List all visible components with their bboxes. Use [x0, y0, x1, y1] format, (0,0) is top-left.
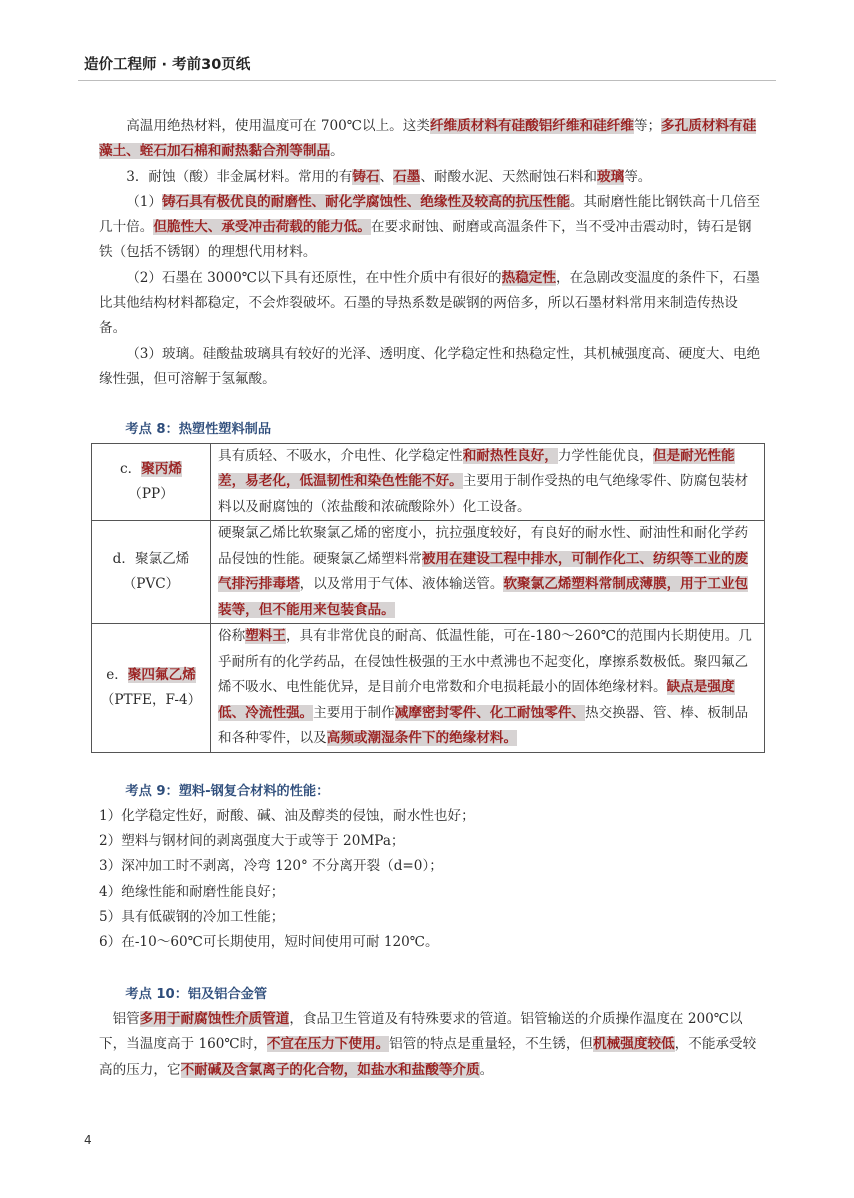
material-label-pp: c．聚丙烯 （PP） — [92, 443, 211, 521]
document-body — [99, 114, 764, 1083]
list-item: 3）深冲加工时不剥离，冷弯 120° 不分离开裂（d=0）； — [99, 858, 443, 875]
table-row — [92, 521, 765, 624]
paragraph-graphite: （2）石墨在 3000℃以下具有还原性，在中性介质中有很好的热稳定性，在急剧改变温度的条件下，石墨比其他结构材料都稳定，不会炸裂破坏。石墨的导热系数是碳钢的两倍多，所以石墨材料常用来制造传热设备。 — [99, 269, 760, 337]
header-divider — [78, 80, 776, 81]
list-item: 6）在-10～60℃可长期使用，短时间使用可耐 120℃。 — [99, 934, 439, 951]
paragraph-acid-resistant: 3．耐蚀（酸）非金属材料。常用的有铸石、石墨、耐酸水泥、天然耐蚀石料和玻璃等。 — [126, 168, 652, 185]
section-9-title: 考点 9：塑料-钢复合材料的性能： — [125, 783, 330, 799]
table-row — [92, 624, 765, 753]
table-row — [92, 443, 765, 521]
section-10-title: 考点 10：铝及铝合金管 — [125, 986, 268, 1002]
page-number: 4 — [84, 1133, 92, 1147]
list-item: 4）绝缘性能和耐磨性能良好； — [99, 883, 285, 900]
material-desc-ptfe: 俗称塑料王，具有非常优良的耐高、低温性能，可在-180～260℃的范围内长期使用。几乎耐所有的化学药品，在侵蚀性极强的王水中煮沸也不起变化，摩擦系数极低。聚四氟乙烯不吸水、电性能优异，是目前介电常数和介电损耗最小的固体绝缘材料。缺点是强度低、冷流性强。主要用于制作减摩密封零件、化工耐蚀零件、热交换器、管、棒、板制品和各种零件，以及高频或潮湿条件下的绝缘材料。 — [211, 624, 765, 753]
list-item: 5）具有低碳钢的冷加工性能； — [99, 909, 285, 926]
list-item: 2）塑料与钢材间的剥离强度大于或等于 20MPa； — [99, 833, 405, 850]
paragraph-cast-stone: （1）铸石具有极优良的耐磨性、耐化学腐蚀性、绝缘性及较高的抗压性能。其耐磨性能比钢铁高十几倍至几十倍。但脆性大、承受冲击荷载的能力低。在要求耐蚀、耐磨或高温条件下，当不受冲击震动时，铸石是钢铁（包括不锈钢）的理想代用材料。 — [99, 193, 761, 261]
list-item: 1）化学稳定性好，耐酸、碱、油及醇类的侵蚀，耐水性也好； — [99, 807, 475, 824]
material-label-pvc: d．聚氯乙烯 （PVC） — [92, 521, 211, 624]
paragraph-glass: （3）玻璃。硅酸盐玻璃具有较好的光泽、透明度、化学稳定性和热稳定性，其机械强度高、硬度大、电绝缘性强，但可溶解于氢氟酸。 — [99, 345, 761, 387]
page-header-title: 造价工程师 · 考前30页纸 — [84, 57, 251, 73]
material-desc-pp: 具有质轻、不吸水，介电性、化学稳定性和耐热性良好，力学性能优良，但是耐光性能差，易老化，低温韧性和染色性能不好。主要用于制作受热的电气绝缘零件、防腐包装材料以及耐腐蚀的（浓盐酸和浓硫酸除外）化工设备。 — [211, 443, 765, 521]
material-desc-pvc: 硬聚氯乙烯比软聚氯乙烯的密度小，抗拉强度较好，有良好的耐水性、耐油性和耐化学药品侵蚀的性能。硬聚氯乙烯塑料常被用在建设工程中排水，可制作化工、纺织等工业的废气排污排毒塔，以及常用于气体、液体输送管。软聚氯乙烯塑料常制成薄膜，用于工业包装等，但不能用来包装食品。 — [211, 521, 765, 624]
paragraph-aluminum-pipe: 铝管多用于耐腐蚀性介质管道，食品卫生管道及有特殊要求的管道。铝管输送的介质操作温度在 200℃以下，当温度高于 160℃时，不宜在压力下使用。铝管的特点是重量轻，不生锈，但机械强度较低，不能承受较高的压力，它不耐碱及含氯离子的化合物，如盐水和盐酸等介质。 — [99, 1010, 757, 1078]
paragraph-insulation: 高温用绝热材料，使用温度可在 700℃以上。这类纤维质材料有硅酸铝纤维和硅纤维等；多孔质材料有硅藻土、蛭石加石棉和耐热黏合剂等制品。 — [99, 118, 757, 160]
section-8-title: 考点 8：热塑性塑料制品 — [125, 422, 272, 438]
material-label-ptfe: e．聚四氟乙烯 （PTFE，F-4） — [92, 624, 211, 753]
thermoplastic-table — [91, 443, 765, 753]
